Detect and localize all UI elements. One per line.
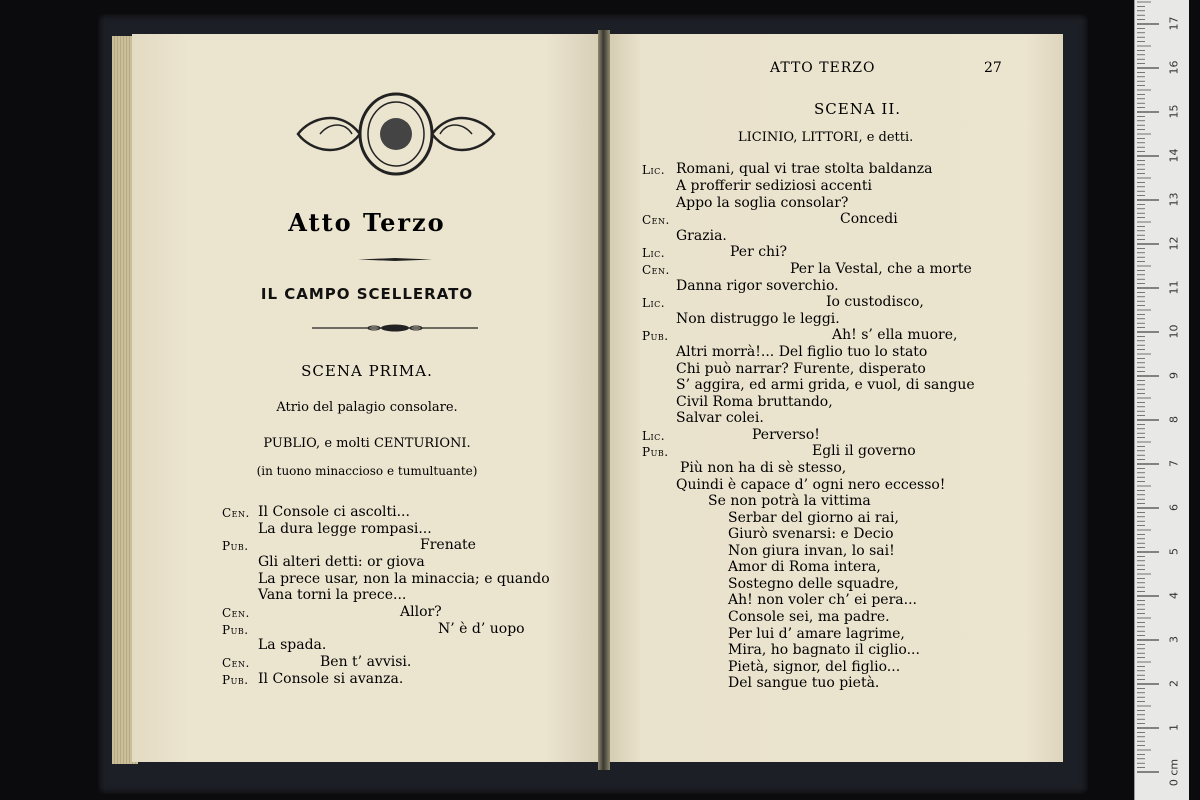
verse-line: La dura legge rompasi... (258, 521, 432, 537)
ruler-number: 4 (1167, 592, 1181, 599)
ruler-number: 8 (1167, 416, 1181, 423)
verse-line: Danna rigor soverchio. (676, 278, 839, 294)
scene-heading: SCENA PRIMA. (301, 362, 433, 380)
verse-line: Chi può narrar? Furente, disperato (676, 361, 926, 377)
verse-line: Romani, qual vi trae stolta baldanza (676, 161, 933, 177)
ruler-number: 6 (1167, 504, 1181, 511)
running-header: ATTO TERZO (770, 60, 876, 76)
ruler-number: 13 (1167, 192, 1181, 207)
verse-line: Ben t’ avvisi. (320, 654, 412, 670)
verse-line: Quindi è capace d’ ogni nero eccesso! (676, 477, 946, 493)
speaker-label: Lic. (642, 296, 666, 310)
verse-line: N’ è d’ uopo (438, 621, 525, 637)
ruler-number: 9 (1167, 372, 1181, 379)
verse-line: Giurò svenarsi: e Decio (728, 526, 894, 542)
speaker-label: Lic. (642, 429, 666, 443)
verse-line: Serbar del giorno ai rai, (728, 510, 899, 526)
page-number: 27 (984, 60, 1002, 76)
verse-line: Egli il governo (812, 443, 916, 459)
speaker-label: Cen. (222, 656, 250, 670)
verse-line: Per chi? (730, 244, 788, 260)
speaker-label: Cen. (222, 606, 250, 620)
scene-place: Atrio del palagio consolare. (276, 400, 458, 415)
verse-line: Il Console ci ascolti... (258, 504, 410, 520)
character-list: LICINIO, LITTORI, e detti. (738, 130, 914, 145)
verse-line: A profferir sediziosi accenti (676, 178, 872, 194)
decorative-rule-ornate (312, 324, 478, 332)
verse-line: Mira, ho bagnato il ciglio... (728, 642, 920, 658)
ruler-number: 10 (1167, 324, 1181, 339)
decorative-rule (358, 258, 432, 261)
ruler-number: 7 (1167, 460, 1181, 467)
verse-line: Civil Roma bruttando, (676, 394, 833, 410)
verse-line: La spada. (258, 637, 327, 653)
verse-line: Per la Vestal, che a morte (790, 261, 972, 277)
verse-line: Del sangue tuo pietà. (728, 675, 880, 691)
verse-line: Perverso! (752, 427, 820, 443)
verse-line: Vana torni la prece... (258, 587, 407, 603)
verse-line: Io custodisco, (826, 294, 924, 310)
speaker-label: Cen. (222, 506, 250, 520)
vignette-ornament (290, 88, 502, 180)
verse-line: Sostegno delle squadre, (728, 576, 899, 592)
verse-line: Altri morrà!... Del figlio tuo lo stato (676, 344, 928, 360)
speaker-label: Cen. (642, 213, 670, 227)
verse-line: Pietà, signor, del figlio... (728, 659, 901, 675)
verse-line: Ah! non voler ch’ ei pera... (728, 592, 917, 608)
verse-line: Salvar colei. (676, 410, 764, 426)
verse-line: Concedi (840, 211, 898, 227)
ruler-number: 16 (1167, 60, 1181, 75)
speaker-label: Lic. (642, 246, 666, 260)
speaker-label: Pub. (222, 673, 249, 687)
character-list: PUBLIO, e molti CENTURIONI. (263, 436, 471, 451)
verse-line: Per lui d’ amare lagrime, (728, 626, 905, 642)
ruler-number: 1 (1167, 724, 1181, 731)
ruler-number: 15 (1167, 104, 1181, 119)
verse-line: Allor? (400, 604, 442, 620)
speaker-label: Pub. (222, 623, 249, 637)
verse-line: La prece usar, non la minaccia; e quando (258, 571, 550, 587)
ruler-number: 5 (1167, 548, 1181, 555)
speaker-label: Pub. (222, 539, 249, 553)
ruler-number: 14 (1167, 148, 1181, 163)
verse-line: Grazia. (676, 228, 727, 244)
ruler-number: 2 (1167, 680, 1181, 687)
verse-line: Amor di Roma intera, (728, 559, 881, 575)
ruler-number: 12 (1167, 236, 1181, 251)
verse-line: Console sei, ma padre. (728, 609, 890, 625)
speaker-label: Lic. (642, 163, 666, 177)
speaker-label: Pub. (642, 445, 669, 459)
verse-line: Ah! s’ ella muore, (832, 327, 958, 343)
ruler-unit-label: 0 cm (1167, 758, 1181, 787)
setting-title: IL CAMPO SCELLERATO (260, 285, 474, 303)
scene-heading: SCENA II. (814, 100, 902, 118)
verse-line: Se non potrà la vittima (708, 493, 871, 509)
ruler-ticks (1135, 0, 1189, 800)
speaker-label: Pub. (642, 329, 669, 343)
verse-line: S’ aggira, ed armi grida, e vuol, di sangue (676, 377, 975, 393)
verse-line: Non giura invan, lo sai! (728, 543, 895, 559)
verse-line: Più non ha di sè stesso, (680, 460, 847, 476)
speaker-label: Cen. (642, 263, 670, 277)
measurement-ruler (1134, 0, 1189, 800)
stage-direction: (in tuono minaccioso e tumultuante) (256, 464, 478, 478)
verse-line: Frenate (420, 537, 476, 553)
verse-line: Appo la soglia consolar? (676, 195, 849, 211)
ruler-number: 17 (1167, 16, 1181, 31)
verse-line: Gli alteri detti: or giova (258, 554, 425, 570)
verse-line: Il Console si avanza. (258, 671, 404, 687)
act-title: Atto Terzo (288, 208, 446, 237)
ruler-number: 11 (1167, 280, 1181, 295)
ruler-number: 3 (1167, 636, 1181, 643)
verse-line: Non distruggo le leggi. (676, 311, 840, 327)
